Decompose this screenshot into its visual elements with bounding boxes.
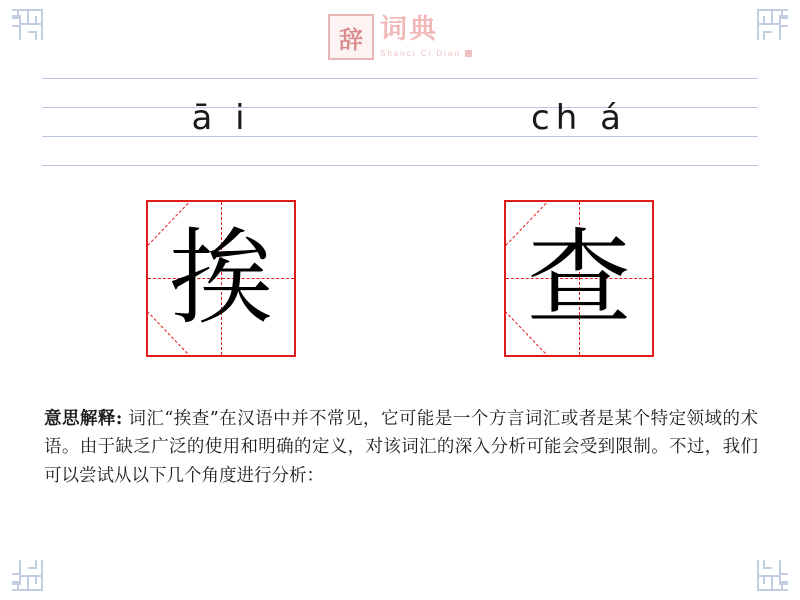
tianzige-grid [504, 200, 654, 357]
explanation-paragraph [44, 405, 758, 490]
pinyin-cell [400, 78, 758, 166]
explanation-text: 词汇“挨查”在汉语中并不常见，它可能是一个方言词汇或者是某个特定领域的术语。由于缺乏广泛的使用和明确的定义，对该词汇的深入分析可能会受到限制。不过，我们可以尝试从以下几个角度进行分析： [44, 409, 758, 486]
pinyin-staff [42, 78, 758, 166]
character-row [42, 198, 758, 358]
logo-title: 词典 [380, 14, 439, 45]
hanzi-character: 查 [526, 217, 631, 339]
tianzige-grid [146, 200, 296, 357]
pinyin-text: ā i [191, 98, 251, 138]
hanzi-character: 挨 [168, 217, 273, 339]
logo-subtitle-wrap [380, 49, 472, 58]
logo-subtitle: Shanci Ci Dian [380, 49, 461, 58]
seal-icon [328, 14, 374, 60]
square-dot-icon [465, 50, 472, 57]
pinyin-text: ch á [531, 98, 627, 138]
corner-ornament-bottom-right [756, 558, 790, 592]
pinyin-cell [42, 78, 400, 166]
site-logo [0, 14, 800, 74]
seal-character: 辞 [339, 25, 364, 54]
character-cell [400, 198, 758, 358]
corner-ornament-bottom-left [10, 558, 44, 592]
explanation-label: 意思解释: [44, 409, 123, 429]
character-cell [42, 198, 400, 358]
